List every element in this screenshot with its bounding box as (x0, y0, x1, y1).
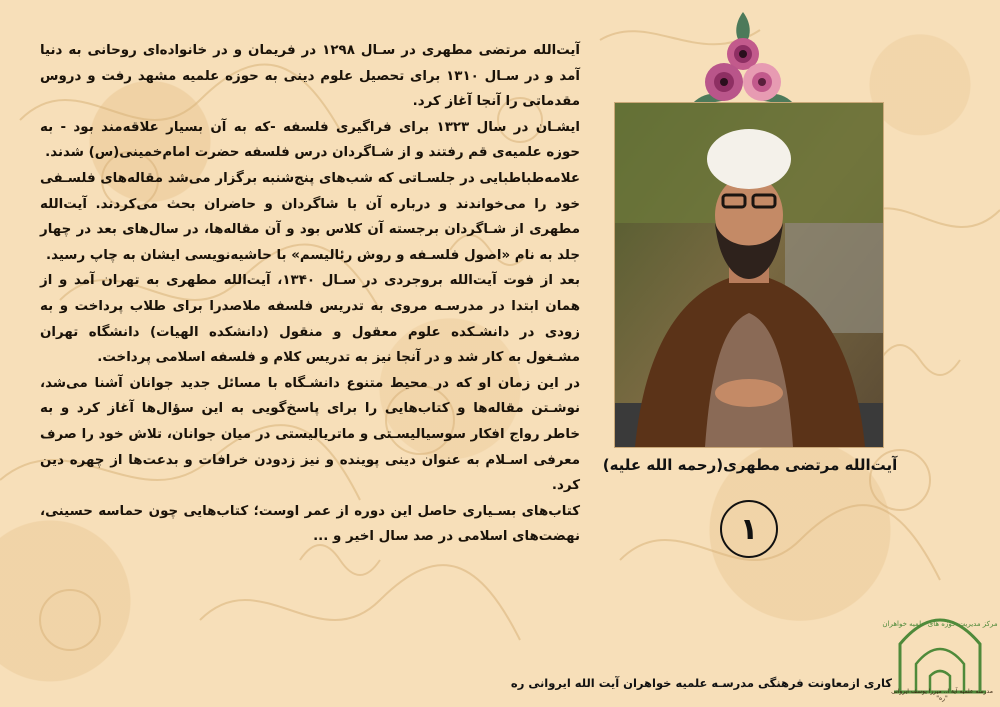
rose-flower-ornament (684, 12, 802, 108)
logo-arc-text: مرکز مدیریت حوزه های علمیه خواهران (882, 620, 998, 628)
logo-label: مدرسه علمیه آیة ا.. میرزا یوسف ایروانی "ره" (891, 688, 993, 702)
paragraph-tehran: بعد از فوت آیت‌الله بروجردی در سـال ۱۳۴۰، آیت‌الله مطهری به تهران آمد و از همان ابتدا در مدرسـه مروی به تدریس فلسفه ملاصدرا برای طلاب پرداخت و به زودی در دانشـکده علوم معقول و منقول (دانشکده الهیات) دانشگاه تهران مشـغول به کار شد و در آنجا نیز به تدریس کلام و فلسفه اسلامی پرداخت. (40, 273, 580, 366)
footer-credit: کاری ازمعاونت فرهنگی مدرسـه علمیه خواهران آیت الله ایروانی ره (510, 676, 892, 690)
portrait-caption: آیت‌الله مرتضی مطهری(رحمه الله علیه) (602, 456, 898, 474)
paragraph-books: کتاب‌های بسـیاری حاصل این دوره از عمر اوست؛ کتاب‌هایی چون حماسه حسینی، نهضت‌های اسلامی در صد سال اخیر و ... (40, 503, 580, 545)
paragraph-birth: آیت‌الله مرتضی مطهری در سـال ۱۲۹۸ در فریمان و در خانواده‌ای روحانی به دنیا آمد و در سـال ۱۳۱۰ برای تحصیل علوم دینی به حوزه علمیه مشهد رفت و دروس مقدماتی را آنجا آغاز کرد. (40, 43, 580, 110)
biography-text (40, 38, 580, 550)
school-logo (882, 604, 998, 700)
paragraph-qom: ایشـان در سال ۱۳۲۳ برای فراگیری فلسفه -که به آن بسیار علاقه‌مند بود - به حوزه علمیه‌ی قم رفتند و از شـاگردان درس فلسفه حضرت امام‌خمینی(س) شدند. (40, 119, 580, 161)
page-number-badge: ۱ (720, 500, 778, 558)
portrait-photo-image (615, 103, 883, 447)
paragraph-university: در این زمان او که در محیط متنوع دانشـگاه با مسائل جدید جوانان آشنا می‌شد، نوشـتن مقاله‌ها و کتاب‌هایی را برای پاسخ‌گویی به این سؤال‌ها آغاز کرد و به خاطر رواج افکار سوسیالیسـتی و ماتریالیستی در میان جوانان، تلاش خود را صرف معرفی اسـلام به عنوان دینی پوینده و نیز زدودن خرافات و بدعت‌ها از چهره دین کرد. (40, 375, 580, 494)
paragraph-tabatabai: علامه‌طباطبایی در جلسـاتی که شب‌های پنج‌شنبه برگزار می‌شد مقاله‌های فلسـفی خود را می‌خواندند و درباره آن با شاگردان و حاضران بحث می‌کردند. آیت‌الله مطهری از شـاگردان برجسته آن کلاس بود و آن مقاله‌ها، در سال‌های بعد در چهار جلد به نام «اصول فلسـفه و روش رئالیسم» با حاشیه‌نویسی ایشان به چاپ رسید. (40, 170, 580, 263)
portrait-photo (614, 102, 884, 448)
